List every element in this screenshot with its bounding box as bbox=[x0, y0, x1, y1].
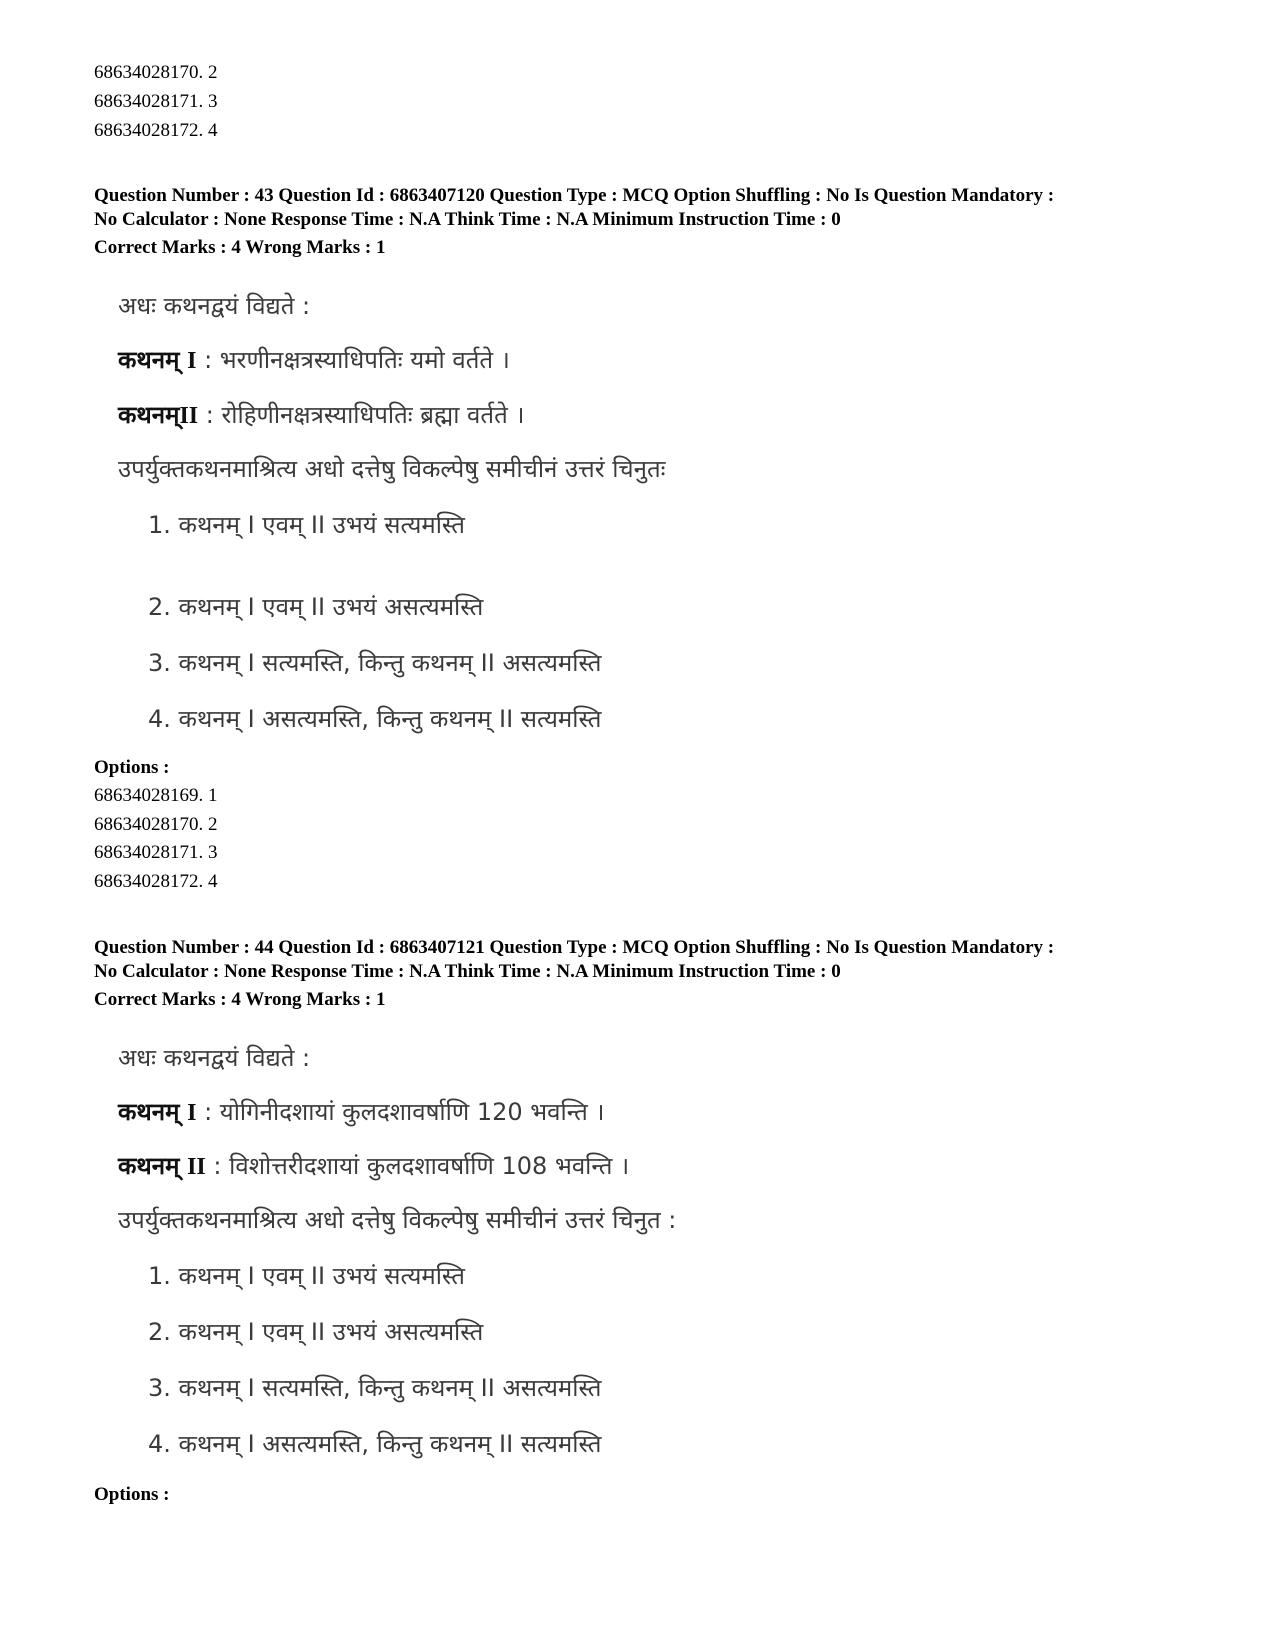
statement-label: कथनम् bbox=[118, 1152, 180, 1180]
choice-item: 3. कथनम् I सत्यमस्ति, किन्तु कथनम् II असत्यमस्ति bbox=[148, 649, 602, 677]
statement-label: कथनम् bbox=[118, 1098, 180, 1126]
statement-2 bbox=[118, 1149, 629, 1182]
option-id-line: 68634028171. 3 bbox=[94, 91, 218, 112]
question-marks: Correct Marks : 4 Wrong Marks : 1 bbox=[94, 989, 386, 1010]
question-intro: अधः कथनद्वयं विद्यते : bbox=[118, 292, 311, 320]
option-id-line: 68634028170. 2 bbox=[94, 62, 218, 83]
choice-item: 2. कथनम् I एवम् II उभयं असत्यमस्ति bbox=[148, 593, 484, 621]
choice-item: 1. कथनम् I एवम् II उभयं सत्यमस्ति bbox=[148, 1262, 465, 1290]
statement-text: : योगिनीदशायां कुलदशावर्षाणि 120 भवन्ति । bbox=[204, 1098, 605, 1126]
statement-text: : विशोत्तरीदशायां कुलदशावर्षाणि 108 भवन्ति । bbox=[213, 1152, 630, 1180]
option-id-line: 68634028172. 4 bbox=[94, 871, 218, 892]
statement-number: II bbox=[187, 1154, 206, 1180]
options-label: Options : bbox=[94, 1484, 170, 1505]
statement-number: I bbox=[187, 348, 197, 374]
statement-number: II bbox=[179, 403, 199, 429]
choice-item: 1. कथनम् I एवम् II उभयं सत्यमस्ति bbox=[148, 511, 465, 539]
statement-text: : रोहिणीनक्षत्रस्याधिपतिः ब्रह्मा वर्तते । bbox=[205, 401, 525, 429]
choice-item: 2. कथनम् I एवम् II उभयं असत्यमस्ति bbox=[148, 1318, 484, 1346]
statement-1 bbox=[118, 1095, 605, 1128]
question-prompt: उपर्युक्तकथनमाश्रित्य अधो दत्तेषु विकल्पेषु समीचीनं उत्तरं चिनुतः bbox=[118, 455, 666, 483]
option-id-line: 68634028170. 2 bbox=[94, 814, 218, 835]
options-label: Options : bbox=[94, 757, 170, 778]
choice-item: 3. कथनम् I सत्यमस्ति, किन्तु कथनम् II असत्यमस्ति bbox=[148, 1374, 602, 1402]
choice-item: 4. कथनम् I असत्यमस्ति, किन्तु कथनम् II सत्यमस्ति bbox=[148, 705, 602, 733]
question-meta-line-2: No Calculator : None Response Time : N.A Think Time : N.A Minimum Instruction Time : 0 bbox=[94, 961, 841, 982]
statement-label: कथनम् bbox=[118, 346, 180, 374]
statement-1 bbox=[118, 343, 510, 376]
option-id-line: 68634028172. 4 bbox=[94, 120, 218, 141]
statement-2 bbox=[118, 398, 525, 431]
question-prompt: उपर्युक्तकथनमाश्रित्य अधो दत्तेषु विकल्पेषु समीचीनं उत्तरं चिनुत : bbox=[118, 1206, 677, 1234]
option-id-line: 68634028171. 3 bbox=[94, 842, 218, 863]
question-marks: Correct Marks : 4 Wrong Marks : 1 bbox=[94, 237, 386, 258]
statement-number: I bbox=[187, 1100, 197, 1126]
option-id-line: 68634028169. 1 bbox=[94, 785, 218, 806]
question-meta-line-1: Question Number : 43 Question Id : 6863407120 Question Type : MCQ Option Shuffling : No Is Question Mandatory : bbox=[94, 185, 1055, 206]
choice-item: 4. कथनम् I असत्यमस्ति, किन्तु कथनम् II सत्यमस्ति bbox=[148, 1430, 602, 1458]
question-meta-line-2: No Calculator : None Response Time : N.A Think Time : N.A Minimum Instruction Time : 0 bbox=[94, 209, 841, 230]
question-intro: अधः कथनद्वयं विद्यते : bbox=[118, 1044, 311, 1072]
question-meta-line-1: Question Number : 44 Question Id : 6863407121 Question Type : MCQ Option Shuffling : No Is Question Mandatory : bbox=[94, 937, 1055, 958]
statement-text: : भरणीनक्षत्रस्याधिपतिः यमो वर्तते । bbox=[204, 346, 510, 374]
statement-label: कथनम् bbox=[118, 401, 180, 429]
